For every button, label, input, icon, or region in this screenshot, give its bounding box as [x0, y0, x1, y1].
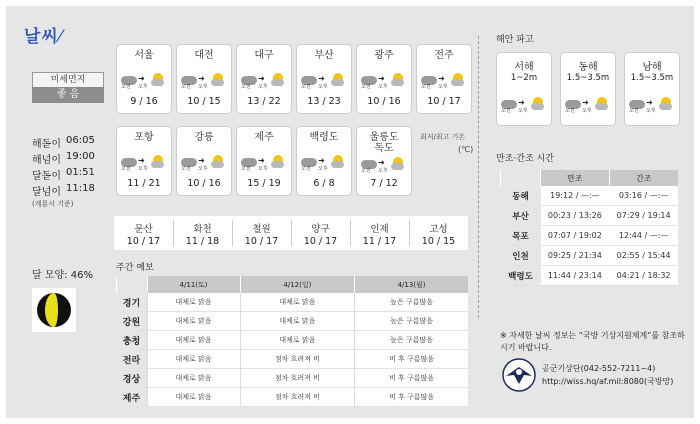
city-name: 강릉: [194, 132, 214, 143]
forecast-cell: 점차 흐려져 비: [240, 350, 355, 369]
region-name: 경상: [117, 369, 148, 388]
sunset-row: 해넘이 19:00: [32, 151, 95, 166]
weather-icon: ➜ 오후 오전: [565, 97, 611, 111]
low-tide-cell: 03:16 / —:—: [609, 186, 678, 206]
tide-header-low: 간조: [609, 170, 678, 186]
wave-height: 1.5~3.5m: [630, 73, 674, 83]
city-temp: 10 / 16: [187, 178, 221, 189]
contact-info: [542, 362, 673, 388]
cloud-icon: [271, 79, 284, 86]
region-name: 경기: [117, 293, 148, 312]
arrow-icon: ➜: [318, 74, 325, 83]
cloud-icon: [331, 161, 344, 168]
region-name: 충청: [117, 331, 148, 350]
region-name: 제주: [117, 388, 148, 407]
weather-icon: ➜ 오후 오전: [121, 73, 167, 87]
weather-icon: ➜ 오후 오전: [241, 73, 287, 87]
info-note: ※ 자세한 날씨 정보는 “국방 기상지원체계”를 참조하시기 바랍니다.: [500, 331, 685, 352]
cloud-icon: [451, 79, 464, 86]
cloud-icon: [151, 79, 164, 86]
port-name: 목포: [501, 226, 541, 246]
small-city: 고성 10 / 15: [421, 224, 456, 247]
weather-icon: ➜ 오후 오전: [301, 155, 347, 169]
cloud-icon: [659, 103, 672, 110]
arrow-icon: ➜: [198, 156, 205, 165]
small-city: 인제 11 / 17: [362, 224, 397, 247]
cloud-icon: [595, 103, 608, 110]
city-name: 광주: [374, 50, 394, 61]
table-row: [117, 312, 469, 331]
city-name: 울릉도 독도: [369, 132, 399, 154]
region-name: 강원: [117, 312, 148, 331]
cloud-icon: [211, 161, 224, 168]
cloud-icon: [151, 161, 164, 168]
sea-name: 동해: [578, 62, 598, 73]
arrow-icon: ➜: [438, 74, 445, 83]
air-force-emblem-icon: [502, 358, 536, 392]
cloud-icon: [271, 161, 284, 168]
forecast-cell: 점차 흐려져 비: [240, 388, 355, 407]
forecast-cell: 대체로 맑음: [240, 293, 355, 312]
sea-name: 서해: [514, 62, 534, 73]
forecast-cell: 점차 흐려져 비: [240, 369, 355, 388]
cloud-icon: [391, 79, 404, 86]
city-card: [416, 44, 472, 114]
city-card: [296, 44, 352, 114]
city-temp: 7 / 12: [370, 178, 398, 189]
city-name: 포항: [134, 132, 154, 143]
city-temp: 10 / 16: [367, 96, 401, 107]
table-row: [117, 369, 469, 388]
low-tide-cell: 04:21 / 18:32: [609, 266, 678, 286]
arrow-icon: ➜: [138, 156, 145, 165]
weather-icon: ➜ 오후 오전: [629, 97, 675, 111]
wave-height: 1.5~3.5m: [566, 73, 610, 83]
small-city: 문산 10 / 17: [126, 224, 161, 247]
weather-icon: ➜ 오후 오전: [181, 73, 227, 87]
table-row: [501, 226, 679, 246]
high-tide-cell: 00:23 / 13:26: [541, 206, 610, 226]
tide-title: 만조·간조 시간: [496, 154, 554, 164]
city-card: [116, 44, 172, 114]
arrow-icon: ➜: [582, 98, 589, 107]
forecast-cell: 대체로 맑음: [147, 369, 240, 388]
forecast-cell: 대체로 맑음: [240, 312, 355, 331]
port-name: 동해: [501, 186, 541, 206]
small-city: 양구 10 / 17: [303, 224, 338, 247]
moonrise-row: 달돋이 01:51: [32, 167, 95, 182]
region-name: 전라: [117, 350, 148, 369]
city-temp: 9 / 16: [130, 96, 158, 107]
city-card: [116, 126, 172, 196]
table-row: [501, 186, 679, 206]
city-name: 대구: [254, 50, 274, 61]
cloud-icon: [211, 79, 224, 86]
weekly-date-header: 4/12(일): [240, 276, 355, 293]
city-name: 서울: [134, 50, 154, 61]
table-row: [501, 266, 679, 286]
sunrise-row: 해돋이 06:05: [32, 135, 95, 150]
contact-url[interactable]: http://wiss.hq/af.mil:8080(국방망): [542, 377, 674, 386]
weekly-forecast-title: 주간 예보: [116, 263, 154, 273]
small-city: 철원 10 / 17: [244, 224, 279, 247]
forecast-cell: 비 후 구름많음: [355, 369, 468, 388]
port-name: 백령도: [501, 266, 541, 286]
city-temp: 15 / 19: [247, 178, 281, 189]
weather-panel: [6, 6, 694, 418]
tide-table: [500, 170, 678, 286]
forecast-cell: 대체로 맑음: [147, 312, 240, 331]
city-temp: 13 / 23: [307, 96, 341, 107]
forecast-cell: 높은 구름많음: [355, 293, 468, 312]
forecast-cell: 비 후 구름많음: [355, 350, 468, 369]
arrow-icon: ➜: [138, 74, 145, 83]
city-temp: 10 / 15: [187, 96, 221, 107]
cloud-icon: [531, 103, 544, 110]
city-temp: 10 / 17: [427, 96, 461, 107]
city-name: 전주: [434, 50, 454, 61]
arrow-icon: ➜: [518, 98, 525, 107]
forecast-cell: 높은 구름많음: [355, 312, 468, 331]
forecast-cell: 대체로 맑음: [240, 331, 355, 350]
cloud-icon: [331, 79, 344, 86]
forecast-cell: 대체로 맑음: [147, 293, 240, 312]
weather-icon: ➜ 오후 오전: [421, 73, 467, 87]
wave-card: [496, 52, 552, 126]
forecast-cell: 대체로 맑음: [147, 331, 240, 350]
table-row: [117, 388, 469, 407]
wave-card: [624, 52, 680, 126]
coastal-waves-title: 해안 파고: [496, 35, 534, 45]
arrow-icon: ➜: [258, 156, 265, 165]
fine-dust-label: 미세먼지: [32, 72, 104, 88]
minmax-unit: (℃): [458, 145, 474, 154]
fine-dust-value: 좋 음: [32, 87, 104, 103]
forecast-cell: 대체로 맑음: [147, 350, 240, 369]
arrow-icon: ➜: [198, 74, 205, 83]
moon-phase-label: 달 모양: 46%: [32, 270, 93, 281]
moon-phase-icon: [32, 288, 76, 332]
arrow-icon: ➜: [318, 156, 325, 165]
city-card: [356, 126, 412, 196]
weather-icon: ➜ 오후 오전: [361, 73, 407, 87]
weather-icon: ➜ 오후 오전: [301, 73, 347, 87]
city-card: [236, 44, 292, 114]
forecast-cell: 대체로 맑음: [147, 388, 240, 407]
weather-icon: ➜ 오후 오전: [501, 97, 547, 111]
city-card: [176, 44, 232, 114]
city-card: [296, 126, 352, 196]
weather-icon: ➜ 오후 오전: [181, 155, 227, 169]
high-tide-cell: 11:44 / 23:14: [541, 266, 610, 286]
contact-phone: 공군기상단(042-552-7211~4): [542, 364, 656, 373]
small-city-strip: [114, 216, 468, 250]
table-row: [501, 246, 679, 266]
high-tide-cell: 07:07 / 19:02: [541, 226, 610, 246]
weekly-forecast-table: [116, 276, 468, 407]
low-tide-cell: 02:55 / 15:44: [609, 246, 678, 266]
table-row: [117, 293, 469, 312]
moonset-row: 달넘이 11:18: [32, 183, 95, 198]
high-tide-cell: 19:12 / —:—: [541, 186, 610, 206]
arrow-icon: ➜: [378, 158, 385, 167]
city-name: 제주: [254, 132, 274, 143]
table-row: [117, 331, 469, 350]
city-card: [176, 126, 232, 196]
city-temp: 11 / 21: [127, 178, 161, 189]
low-tide-cell: 07:29 / 19:14: [609, 206, 678, 226]
page-title: 날씨⁄: [24, 27, 63, 47]
city-name: 부산: [314, 50, 334, 61]
port-name: 인천: [501, 246, 541, 266]
table-row: [117, 350, 469, 369]
city-card: [356, 44, 412, 114]
table-row: [501, 206, 679, 226]
arrow-icon: ➜: [646, 98, 653, 107]
port-name: 부산: [501, 206, 541, 226]
city-temp: 6 / 8: [313, 178, 335, 189]
sun-note: (계룡시 기준): [32, 200, 74, 208]
minmax-label: 최저/최고 기온: [420, 133, 466, 141]
city-card: [236, 126, 292, 196]
small-city: 화천 11 / 18: [185, 224, 220, 247]
weather-icon: ➜ 오후 오전: [361, 157, 407, 171]
city-name: 대전: [194, 50, 214, 61]
city-temp: 13 / 22: [247, 96, 281, 107]
arrow-icon: ➜: [378, 74, 385, 83]
forecast-cell: 높은 구름많음: [355, 331, 468, 350]
tide-header-high: 만조: [541, 170, 610, 186]
sea-name: 남해: [642, 62, 662, 73]
wave-height: 1~2m: [510, 73, 538, 83]
city-name: 백령도: [309, 132, 339, 143]
arrow-icon: ➜: [258, 74, 265, 83]
cloud-icon: [391, 163, 404, 170]
weather-icon: ➜ 오후 오전: [121, 155, 167, 169]
low-tide-cell: 12:44 / —:—: [609, 226, 678, 246]
weekly-date-header: 4/11(토): [147, 276, 240, 293]
section-divider: [478, 36, 479, 318]
high-tide-cell: 09:25 / 21:34: [541, 246, 610, 266]
forecast-cell: 비 후 구름많음: [355, 388, 468, 407]
wave-card: [560, 52, 616, 126]
weekly-date-header: 4/13(월): [355, 276, 468, 293]
weather-icon: ➜ 오후 오전: [241, 155, 287, 169]
